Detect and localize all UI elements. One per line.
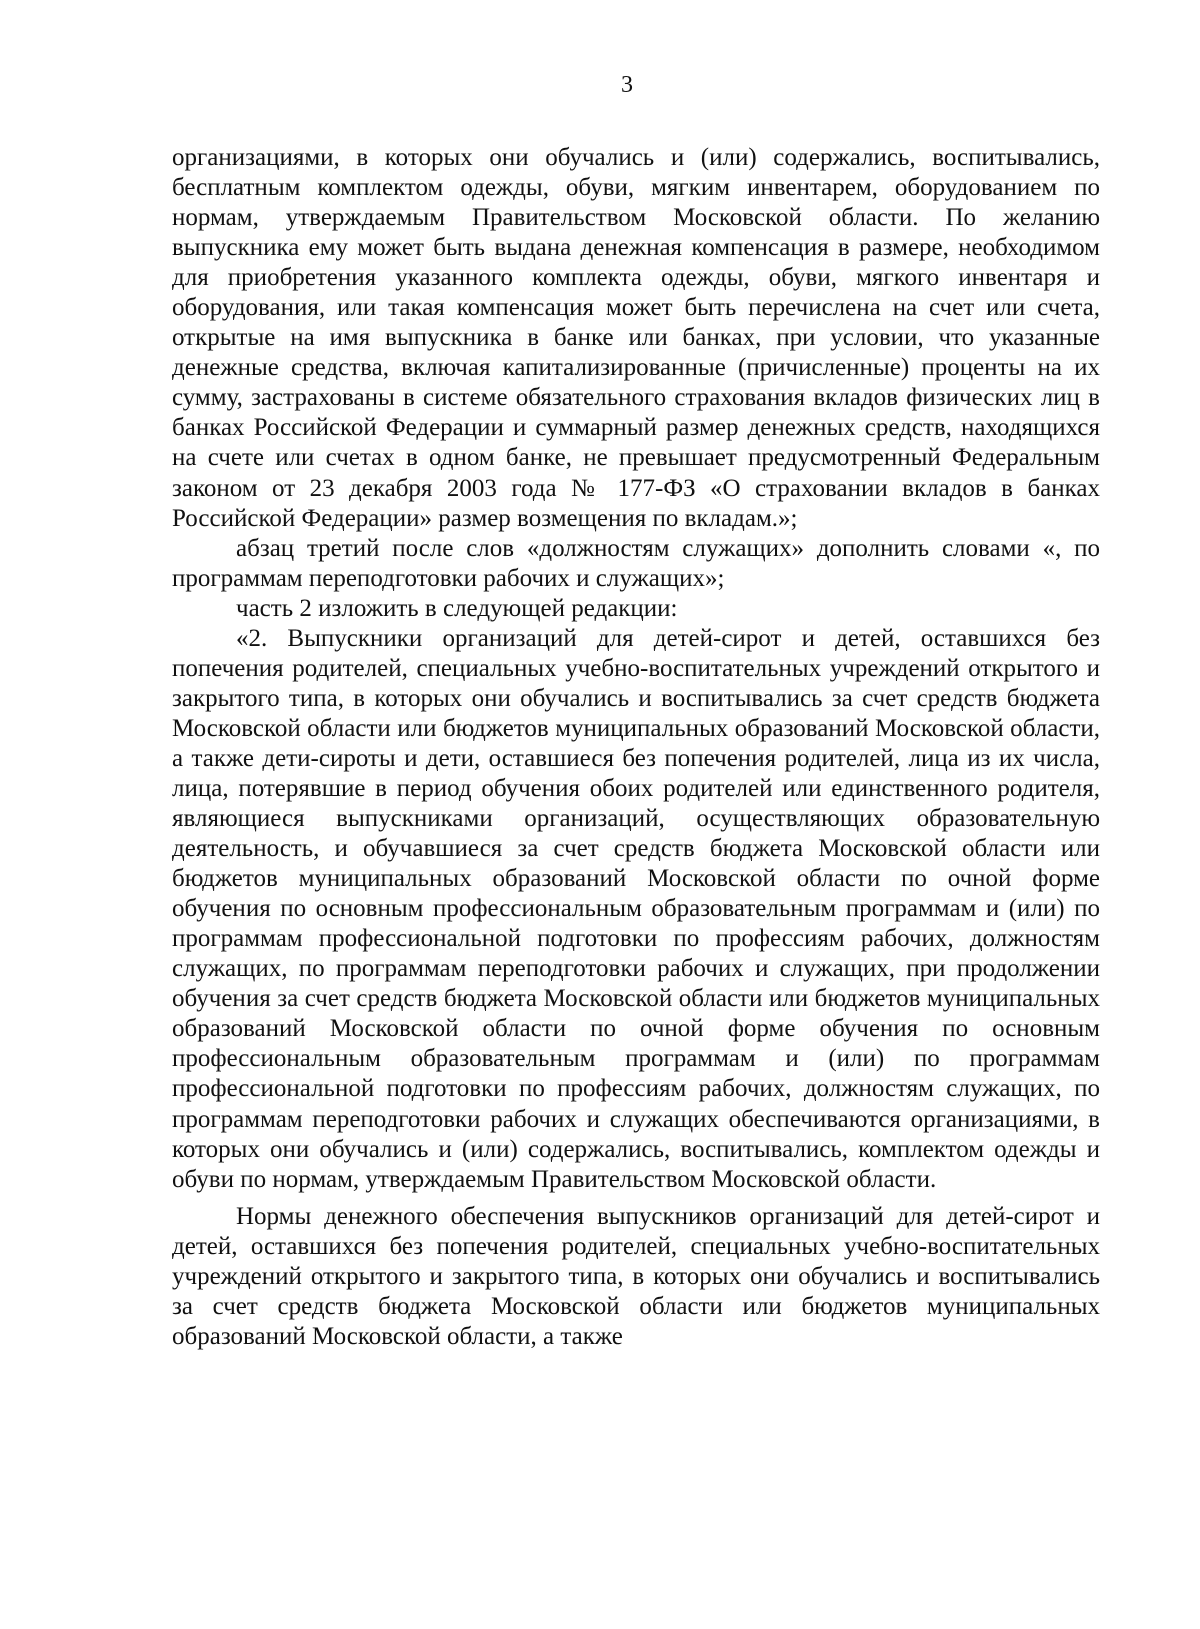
paragraph-part-2-text: «2. Выпускники организаций для детей-сирот и детей, оставшихся без попечения родителей, специальных учебно-воспитательных учреждений открытого и закрытого типа, в которых они обучались и воспитывались за счет средств бюджета Московской области или бюджетов муниципальных образований Московской области, а также дети-сироты и дети, оставшиеся без попечения родителей, лица из их числа, лица, потерявшие в период обучения обоих родителей или единственного родителя, являющиеся выпускниками организаций, осуществляющих образовательную деятельность, и обучавшиеся за счет средств бюджета Московской области или бюджетов муниципальных образований Московской области по очной форме обучения по основным профессиональным образовательным программам и (или) по программам профессиональной подготовки по профессиям рабочих, должностям служащих, по программам переподготовки рабочих и служащих, при продолжении обучения за счет средств бюджета Московской области или бюджетов муниципальных образований Московской области по очной форме обучения по основным профессиональным образовательным программам и (или) по программам профессиональной подготовки по профессиям рабочих, должностям служащих, по программам переподготовки рабочих и служащих обеспечиваются организациями, в которых они обучались и (или) содержались, воспитывались, комплектом одежды и обуви по нормам, утверждаемым Правительством Московской области. [172,624,1100,1193]
page-number: 3 [621,72,633,98]
paragraph-norms: Нормы денежного обеспечения выпускников организаций для детей-сирот и детей, оставшихся без попечения родителей, специальных учебно-воспитательных учреждений открытого и закрытого типа, в которых они обучались и воспитывались за счет средств бюджета Московской области или бюджетов муниципальных образований Московской области, а также [172,1202,1100,1350]
paragraph-continuation: организациями, в которых они обучались и (или) содержались, воспитывались, бесплатным комплектом одежды, обуви, мягким инвентарем, оборудованием по нормам, утверждаемым Правительством Московской области. По желанию выпускника ему может быть выдана денежная компенсация в размере, необходимом для приобретения указанного комплекта одежды, обуви, мягкого инвентаря и оборудования, или такая компенсация может быть перечислена на счет или счета, открытые на имя выпускника в банке или банках, при условии, что указанные денежные средства, включая капитализированные (причисленные) проценты на их сумму, застрахованы в системе обязательного страхования вкладов физических лиц в банках Российской Федерации и суммарный размер денежных средств, находящихся на счете или счетах в одном банке, не превышает предусмотренный Федеральным законом от 23 декабря 2003 года № 177-ФЗ «О страховании вкладов в банках Российской Федерации» размер возмещения по вкладам.»; [172,144,1100,532]
document-body [172,143,1100,1352]
paragraph-amendment-third-subparagraph: абзац третий после слов «должностям служащих» дополнить словами «, по программам переподготовки рабочих и служащих»; [172,534,1100,592]
paragraph-part-2-intro: часть 2 изложить в следующей редакции: [236,594,678,622]
